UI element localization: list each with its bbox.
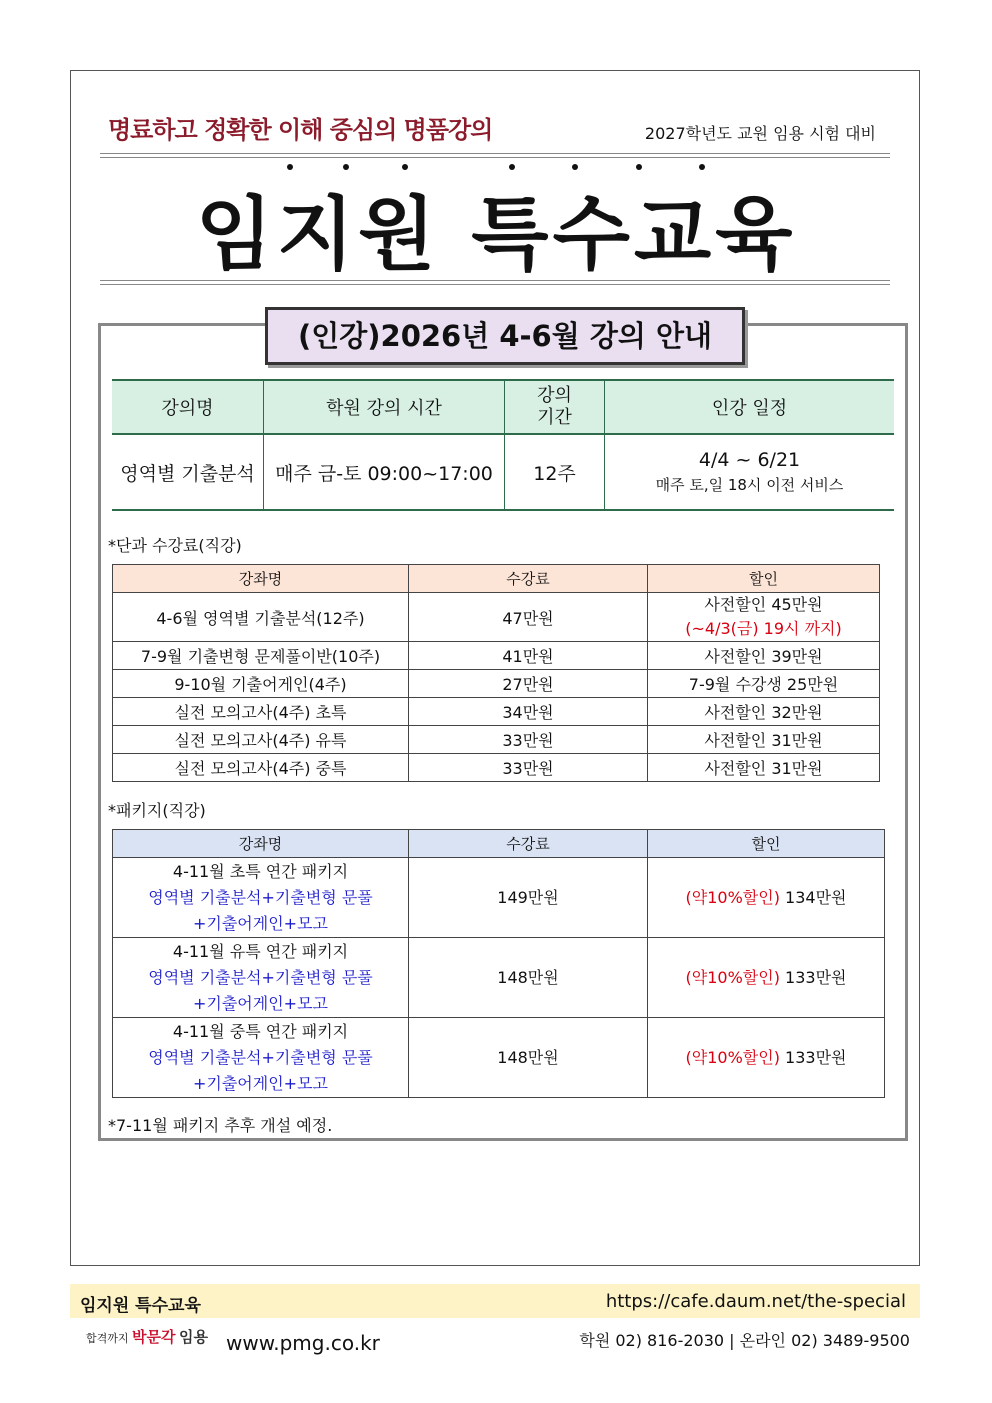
single-fee-table: [112, 564, 880, 782]
cafe-link[interactable]: https://cafe.daum.net/the-special: [605, 1291, 906, 1312]
course-discount: 사전할인 32만원: [648, 698, 880, 726]
header-course: 강좌명: [113, 565, 409, 593]
course-fee: 27만원: [409, 670, 648, 698]
discount-tag: (약10%할인): [685, 887, 780, 907]
package-contents: 영역별 기출분석+기출변형 문풀: [148, 967, 373, 987]
discount-tag: (약10%할인): [685, 1047, 780, 1067]
package-label: *패키지(직강): [108, 801, 206, 820]
package-contents: +기출어게인+모고: [192, 993, 328, 1013]
table-row: [113, 670, 880, 698]
header-rule-top: [100, 153, 890, 158]
course-name: 실전 모의고사(4주) 초특: [113, 698, 409, 726]
course-discount: 사전할인 31만원: [648, 754, 880, 782]
logo-suffix: 임용: [179, 1328, 208, 1346]
table-row: [113, 698, 880, 726]
discount-text: 사전할인 45만원: [704, 595, 823, 614]
logo-brand: 박문각: [132, 1328, 176, 1346]
package-fee: 148만원: [409, 1018, 648, 1098]
table-row: [113, 754, 880, 782]
course-discount: 사전할인 39만원: [648, 642, 880, 670]
package-contents: 영역별 기출분석+기출변형 문풀: [148, 1047, 373, 1067]
schedule-note: 매주 토,일 18시 이전 서비스: [655, 476, 844, 494]
lecture-row: [112, 434, 894, 510]
header-online-schedule: 인강 일정: [605, 380, 895, 434]
package-fee: 149만원: [409, 858, 648, 938]
lecture-period: 12주: [505, 434, 605, 510]
discount-price: 133만원: [785, 967, 847, 987]
package-name: [113, 1018, 409, 1098]
schedule-dates: 4/4 ~ 6/21: [698, 449, 801, 471]
package-contents: +기출어게인+모고: [192, 1073, 328, 1093]
table-row: [113, 642, 880, 670]
page-title: 임지원 특수교육: [195, 188, 797, 281]
lecture-name: 영역별 기출분석: [112, 434, 264, 510]
exam-target: 2027학년도 교원 임용 시험 대비: [644, 124, 876, 143]
pmg-logo: [86, 1326, 208, 1347]
contact-phones: 학원 02) 816-2030 | 온라인 02) 3489-9500: [579, 1331, 910, 1350]
course-name: 9-10월 기출어게인(4주): [113, 670, 409, 698]
discount-deadline: (~4/3(금) 19시 까지): [685, 619, 842, 638]
header-course: 강좌명: [113, 830, 409, 858]
package-contents: 영역별 기출분석+기출변형 문풀: [148, 887, 373, 907]
course-fee: 41만원: [409, 642, 648, 670]
package-title: 4-11월 초특 연간 패키지: [172, 861, 349, 881]
discount-price: 133만원: [785, 1047, 847, 1067]
package-title: 4-11월 유특 연간 패키지: [172, 941, 349, 961]
course-discount: [648, 593, 880, 642]
course-discount: 7-9월 수강생 25만원: [648, 670, 880, 698]
package-footnote: *7-11월 패키지 추후 개설 예정.: [108, 1116, 333, 1135]
header-lecture-name: 강의명: [112, 380, 264, 434]
discount-tag: (약10%할인): [685, 967, 780, 987]
lecture-table: [112, 379, 894, 511]
header-rule-bottom: [100, 280, 890, 285]
package-name: [113, 858, 409, 938]
lecture-header-row: [112, 380, 894, 434]
package-title: 4-11월 중특 연간 패키지: [172, 1021, 349, 1041]
course-fee: 34만원: [409, 698, 648, 726]
course-name: 4-6월 영역별 기출분석(12주): [113, 593, 409, 642]
table-row: [113, 938, 885, 1018]
table-row: [113, 858, 885, 938]
table-row: [113, 593, 880, 642]
site-link[interactable]: www.pmg.co.kr: [226, 1331, 380, 1355]
header-fee: 수강료: [409, 565, 648, 593]
package-table: [112, 829, 885, 1098]
course-name: 실전 모의고사(4주) 유특: [113, 726, 409, 754]
package-discount: [648, 858, 885, 938]
course-fee: 47만원: [409, 593, 648, 642]
package-header-row: [113, 830, 885, 858]
package-discount: [648, 1018, 885, 1098]
lecture-time: 매주 금-토 09:00~17:00: [264, 434, 505, 510]
header-discount: 할인: [648, 830, 885, 858]
header-lecture-period: 강의 기간: [505, 380, 605, 434]
single-fee-label: *단과 수강료(직강): [108, 536, 242, 555]
footer-name: 임지원 특수교육: [80, 1296, 201, 1316]
package-fee: 148만원: [409, 938, 648, 1018]
course-fee: 33만원: [409, 726, 648, 754]
logo-tagline: 합격까지: [86, 1332, 129, 1345]
notice-title: (인강)2026년 4-6월 강의 안내: [265, 307, 745, 365]
course-fee: 33만원: [409, 754, 648, 782]
package-discount: [648, 938, 885, 1018]
package-contents: +기출어게인+모고: [192, 913, 328, 933]
package-name: [113, 938, 409, 1018]
header-discount: 할인: [648, 565, 880, 593]
single-header-row: [113, 565, 880, 593]
header-fee: 수강료: [409, 830, 648, 858]
table-row: [113, 1018, 885, 1098]
discount-price: 134만원: [785, 887, 847, 907]
online-schedule: [605, 434, 895, 510]
header-lecture-time: 학원 강의 시간: [264, 380, 505, 434]
course-discount: 사전할인 31만원: [648, 726, 880, 754]
course-name: 7-9월 기출변형 문제풀이반(10주): [113, 642, 409, 670]
slogan: 명료하고 정확한 이해 중심의 명품강의: [108, 116, 493, 144]
table-row: [113, 726, 880, 754]
course-name: 실전 모의고사(4주) 중특: [113, 754, 409, 782]
